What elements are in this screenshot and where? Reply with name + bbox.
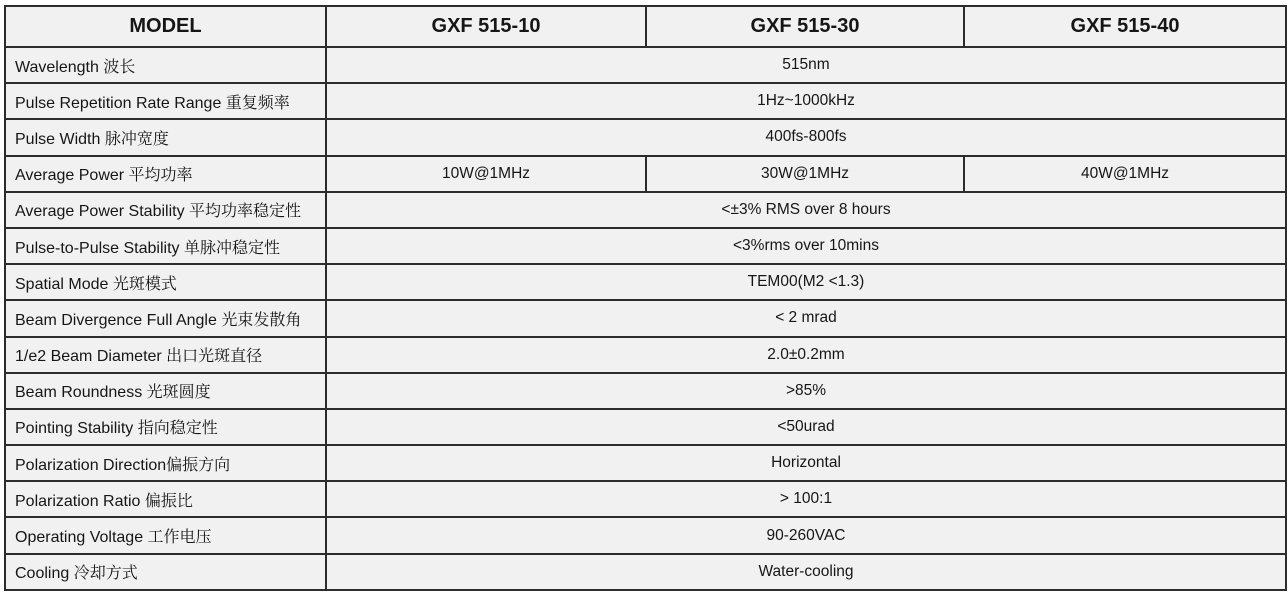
spec-label: Average Power 平均功率 xyxy=(5,156,326,192)
table-row xyxy=(5,517,1286,553)
spec-label: Beam Divergence Full Angle 光束发散角 xyxy=(5,300,326,336)
spec-value: 2.0±0.2mm xyxy=(326,337,1286,373)
spec-value: >85% xyxy=(326,373,1286,409)
spec-value: 90-260VAC xyxy=(326,517,1286,553)
spec-label: Pulse Width 脉冲宽度 xyxy=(5,119,326,155)
spec-label: Wavelength 波长 xyxy=(5,47,326,83)
spec-value: Horizontal xyxy=(326,445,1286,481)
spec-value: 30W@1MHz xyxy=(646,156,964,192)
spec-label: Cooling 冷却方式 xyxy=(5,554,326,590)
table-row xyxy=(5,300,1286,336)
column-header-model-2: GXF 515-30 xyxy=(646,6,964,47)
model-header: MODEL xyxy=(5,6,326,47)
table-row xyxy=(5,83,1286,119)
table-row xyxy=(5,264,1286,300)
column-header-model-3: GXF 515-40 xyxy=(964,6,1286,47)
table-row xyxy=(5,156,1286,192)
spec-label: Polarization Direction偏振方向 xyxy=(5,445,326,481)
spec-label: Pulse Repetition Rate Range 重复频率 xyxy=(5,83,326,119)
spec-value: <3%rms over 10mins xyxy=(326,228,1286,264)
column-header-model-1: GXF 515-10 xyxy=(326,6,646,47)
spec-label: Operating Voltage 工作电压 xyxy=(5,517,326,553)
spec-label: 1/e2 Beam Diameter 出口光斑直径 xyxy=(5,337,326,373)
spec-value: > 100:1 xyxy=(326,481,1286,517)
table-row xyxy=(5,192,1286,228)
table-row xyxy=(5,119,1286,155)
table-row xyxy=(5,228,1286,264)
spec-value: Water-cooling xyxy=(326,554,1286,590)
spec-value: <±3% RMS over 8 hours xyxy=(326,192,1286,228)
spec-value: 515nm xyxy=(326,47,1286,83)
spec-label: Pointing Stability 指向稳定性 xyxy=(5,409,326,445)
header-row xyxy=(5,6,1286,47)
table-row xyxy=(5,373,1286,409)
table-row xyxy=(5,481,1286,517)
table-row xyxy=(5,554,1286,590)
spec-label: Pulse-to-Pulse Stability 单脉冲稳定性 xyxy=(5,228,326,264)
table-row xyxy=(5,337,1286,373)
table-row xyxy=(5,409,1286,445)
spec-value: 10W@1MHz xyxy=(326,156,646,192)
spec-value: 40W@1MHz xyxy=(964,156,1286,192)
spec-value: TEM00(M2 <1.3) xyxy=(326,264,1286,300)
spec-value: < 2 mrad xyxy=(326,300,1286,336)
spec-value: 1Hz~1000kHz xyxy=(326,83,1286,119)
spec-label: Spatial Mode 光斑模式 xyxy=(5,264,326,300)
spec-table-body xyxy=(5,47,1286,590)
table-row xyxy=(5,445,1286,481)
spec-label: Beam Roundness 光斑圆度 xyxy=(5,373,326,409)
spec-label: Polarization Ratio 偏振比 xyxy=(5,481,326,517)
spec-label: Average Power Stability 平均功率稳定性 xyxy=(5,192,326,228)
spec-value: 400fs-800fs xyxy=(326,119,1286,155)
spec-table xyxy=(4,5,1287,591)
table-row xyxy=(5,47,1286,83)
spec-value: <50urad xyxy=(326,409,1286,445)
